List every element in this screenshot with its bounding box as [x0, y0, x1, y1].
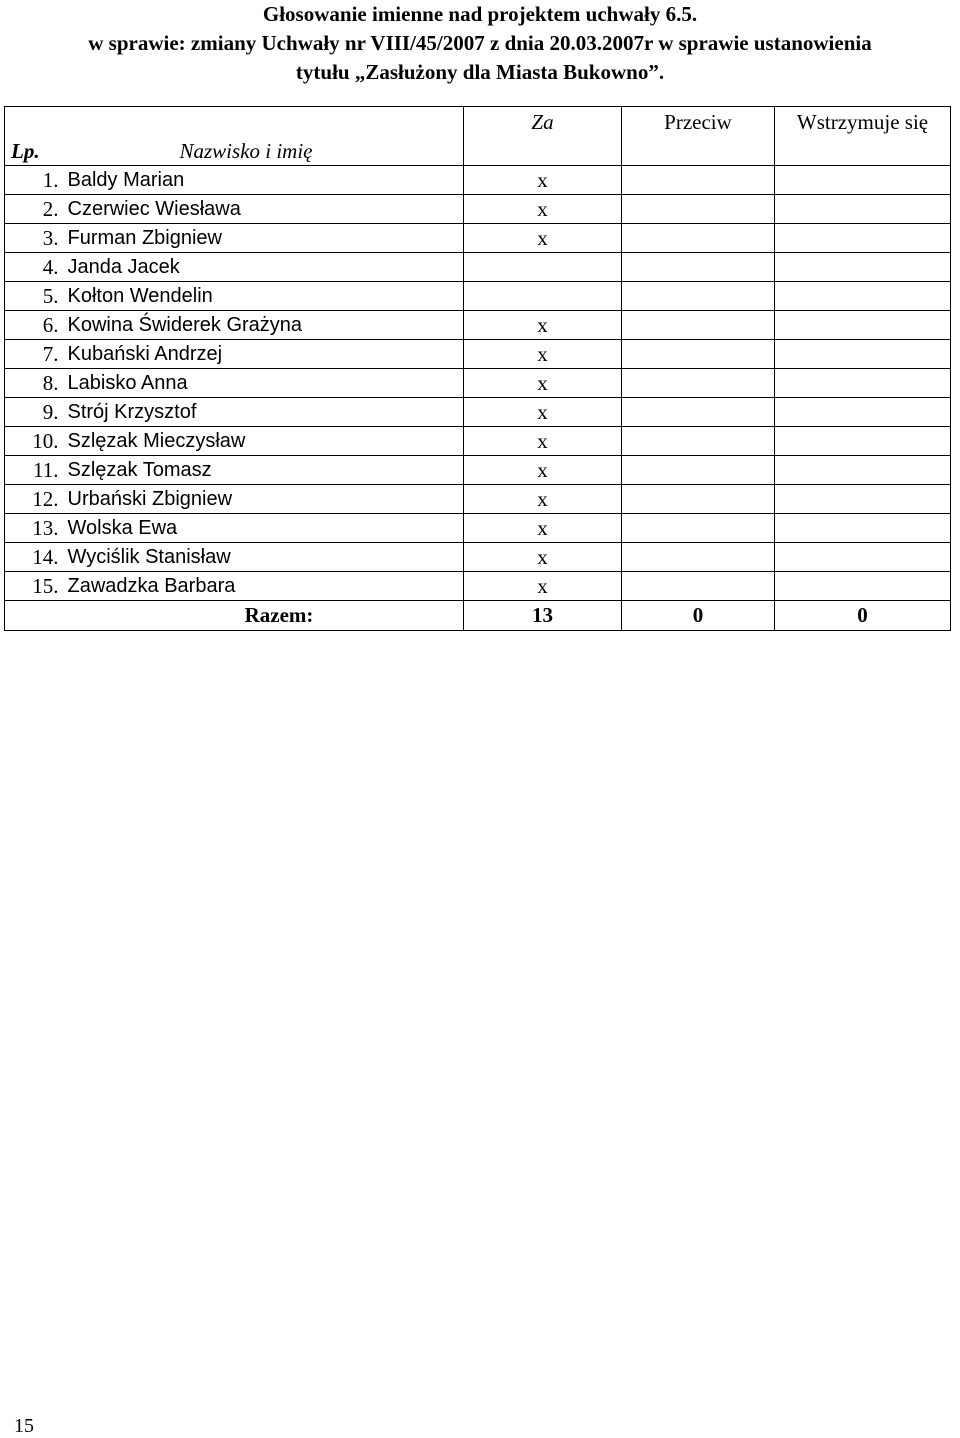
row-name: Wolska Ewa	[64, 514, 464, 543]
row-lp: 6.	[5, 311, 64, 340]
row-za: x	[464, 572, 622, 601]
row-za: x	[464, 485, 622, 514]
row-lp: 1.	[5, 166, 64, 195]
totals-row	[5, 601, 951, 631]
title-line-2: w sprawie: zmiany Uchwały nr VIII/45/2007 z dnia 20.03.2007r w sprawie ustanowienia	[88, 31, 872, 55]
vote-rows	[5, 166, 951, 601]
row-lp: 3.	[5, 224, 64, 253]
table-row	[5, 369, 951, 398]
header-wstrzymuje-blank	[775, 137, 951, 166]
row-za: x	[464, 543, 622, 572]
row-lp: 7.	[5, 340, 64, 369]
row-lp: 15.	[5, 572, 64, 601]
row-za: x	[464, 166, 622, 195]
table-row	[5, 340, 951, 369]
totals-wstrzymuje: 0	[775, 601, 951, 631]
table-row	[5, 514, 951, 543]
row-przeciw	[622, 398, 775, 427]
totals-za: 13	[464, 601, 622, 631]
row-wstrzymuje	[775, 311, 951, 340]
row-lp: 8.	[5, 369, 64, 398]
row-wstrzymuje	[775, 282, 951, 311]
document-title	[0, 0, 960, 87]
table-row	[5, 485, 951, 514]
header-row-top	[5, 107, 951, 138]
header-przeciw-blank	[622, 137, 775, 166]
row-za: x	[464, 195, 622, 224]
row-za: x	[464, 311, 622, 340]
row-wstrzymuje	[775, 340, 951, 369]
totals-przeciw: 0	[622, 601, 775, 631]
header-spacer-lp	[5, 107, 64, 138]
row-wstrzymuje	[775, 253, 951, 282]
row-przeciw	[622, 253, 775, 282]
row-wstrzymuje	[775, 456, 951, 485]
row-wstrzymuje	[775, 369, 951, 398]
row-przeciw	[622, 166, 775, 195]
row-name: Wyciślik Stanisław	[64, 543, 464, 572]
header-lp: Lp.	[5, 137, 64, 166]
row-name: Baldy Marian	[64, 166, 464, 195]
table-row	[5, 224, 951, 253]
row-za	[464, 253, 622, 282]
header-row-bottom	[5, 137, 951, 166]
row-wstrzymuje	[775, 427, 951, 456]
row-lp: 2.	[5, 195, 64, 224]
row-name: Urbański Zbigniew	[64, 485, 464, 514]
row-name: Kołton Wendelin	[64, 282, 464, 311]
row-lp: 4.	[5, 253, 64, 282]
row-przeciw	[622, 369, 775, 398]
row-name: Czerwiec Wiesława	[64, 195, 464, 224]
row-przeciw	[622, 427, 775, 456]
row-lp: 9.	[5, 398, 64, 427]
table-row	[5, 543, 951, 572]
page-number: 15	[14, 1415, 34, 1437]
row-wstrzymuje	[775, 543, 951, 572]
row-przeciw	[622, 485, 775, 514]
table-row	[5, 253, 951, 282]
table-row	[5, 195, 951, 224]
header-spacer-name	[64, 107, 464, 138]
row-wstrzymuje	[775, 224, 951, 253]
row-name: Zawadzka Barbara	[64, 572, 464, 601]
row-lp: 11.	[5, 456, 64, 485]
row-przeciw	[622, 572, 775, 601]
title-line-3: tytułu „Zasłużony dla Miasta Bukowno”.	[295, 60, 665, 84]
row-name: Szlęzak Mieczysław	[64, 427, 464, 456]
row-za: x	[464, 427, 622, 456]
row-przeciw	[622, 224, 775, 253]
row-lp: 13.	[5, 514, 64, 543]
row-wstrzymuje	[775, 572, 951, 601]
row-wstrzymuje	[775, 166, 951, 195]
vote-table	[4, 106, 951, 631]
table-row	[5, 398, 951, 427]
row-przeciw	[622, 311, 775, 340]
row-name: Strój Krzysztof	[64, 398, 464, 427]
row-name: Kubański Andrzej	[64, 340, 464, 369]
row-za	[464, 282, 622, 311]
row-name: Kowina Świderek Grażyna	[64, 311, 464, 340]
row-name: Janda Jacek	[64, 253, 464, 282]
row-przeciw	[622, 195, 775, 224]
row-wstrzymuje	[775, 195, 951, 224]
row-wstrzymuje	[775, 485, 951, 514]
table-row	[5, 311, 951, 340]
row-lp: 10.	[5, 427, 64, 456]
row-wstrzymuje	[775, 514, 951, 543]
row-przeciw	[622, 543, 775, 572]
totals-label: Razem:	[5, 601, 464, 631]
table-row	[5, 282, 951, 311]
table-row	[5, 427, 951, 456]
header-przeciw: Przeciw	[622, 107, 775, 138]
row-przeciw	[622, 282, 775, 311]
row-wstrzymuje	[775, 398, 951, 427]
row-za: x	[464, 456, 622, 485]
row-przeciw	[622, 514, 775, 543]
row-za: x	[464, 224, 622, 253]
row-name: Furman Zbigniew	[64, 224, 464, 253]
table-row	[5, 456, 951, 485]
table-row	[5, 166, 951, 195]
header-za: Za	[464, 107, 622, 138]
row-za: x	[464, 340, 622, 369]
row-lp: 14.	[5, 543, 64, 572]
row-lp: 12.	[5, 485, 64, 514]
row-lp: 5.	[5, 282, 64, 311]
header-name: Nazwisko i imię	[64, 137, 464, 166]
header-wstrzymuje: Wstrzymuje się	[775, 107, 951, 138]
row-za: x	[464, 369, 622, 398]
row-name: Szlęzak Tomasz	[64, 456, 464, 485]
title-line-1: Głosowanie imienne nad projektem uchwały 6.5.	[262, 2, 698, 26]
row-za: x	[464, 514, 622, 543]
row-przeciw	[622, 456, 775, 485]
table-row	[5, 572, 951, 601]
row-name: Labisko Anna	[64, 369, 464, 398]
header-za-blank	[464, 137, 622, 166]
row-przeciw	[622, 340, 775, 369]
row-za: x	[464, 398, 622, 427]
